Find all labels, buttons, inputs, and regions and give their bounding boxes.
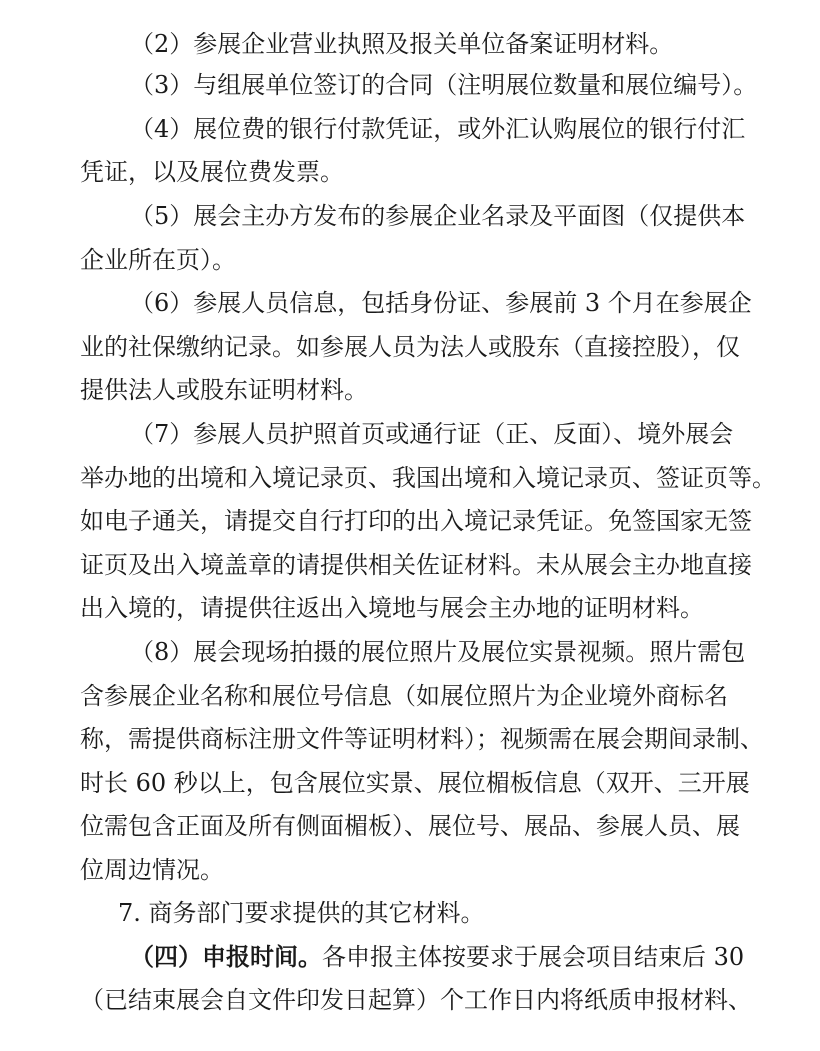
paragraph-item-7-line-1: （7）参展人员护照首页或通行证（正、反面）、境外展会: [130, 420, 734, 448]
paragraph-item-8-line-5: 位需包含正面及所有侧面楣板）、展位号、展品、参展人员、展: [80, 812, 740, 840]
paragraph-item-8-line-1: （8）展会现场拍摄的展位照片及展位实景视频。照片需包: [130, 638, 746, 666]
paragraph-item-7-line-4: 证页及出入境盖章的请提供相关佐证材料。未从展会主办地直接: [80, 551, 752, 579]
paragraph-item-2: （2）参展企业营业执照及报关单位备案证明材料。: [130, 30, 674, 58]
paragraph-item-7-line-2: 举办地的出境和入境记录页、我国出境和入境记录页、签证页等。: [80, 464, 776, 492]
section-4-line-2: （已结束展会自文件印发日起算）个工作日内将纸质申报材料、: [80, 986, 752, 1014]
section-4-heading: （四）申报时间。: [130, 942, 322, 971]
paragraph-item-5-line-2: 企业所在页）。: [80, 246, 236, 274]
paragraph-item-3: （3）与组展单位签订的合同（注明展位数量和展位编号）。: [130, 71, 758, 99]
paragraph-item-8-line-4: 时长 60 秒以上，包含展位实景、展位楣板信息（双开、三开展: [80, 769, 750, 797]
paragraph-item-5-line-1: （5）展会主办方发布的参展企业名录及平面图（仅提供本: [130, 202, 746, 230]
paragraph-item-8-line-2: 含参展企业名称和展位号信息（如展位照片为企业境外商标名: [80, 682, 728, 710]
paragraph-item-8-line-3: 称，需提供商标注册文件等证明材料）；视频需在展会期间录制、: [80, 725, 764, 753]
paragraph-item-7-line-3: 如电子通关，请提交自行打印的出入境记录凭证。免签国家无签: [80, 507, 752, 535]
paragraph-item-7-line-5: 出入境的，请提供往返出入境地与展会主办地的证明材料。: [80, 594, 704, 622]
paragraph-item-6-line-3: 提供法人或股东证明材料。: [80, 376, 368, 404]
paragraph-item-6-line-1: （6）参展人员信息，包括身份证、参展前 3 个月在参展企: [130, 289, 752, 317]
paragraph-item-8-line-6: 位周边情况。: [80, 856, 224, 884]
paragraph-item-7-other-materials: 7. 商务部门要求提供的其它材料。: [118, 899, 485, 927]
paragraph-item-6-line-2: 业的社保缴纳记录。如参展人员为法人或股东（直接控股），仅: [80, 333, 740, 361]
section-4-body: 各申报主体按要求于展会项目结束后 30: [322, 943, 745, 971]
section-4-paragraph: [130, 937, 810, 977]
paragraph-item-4-line-2: 凭证，以及展位费发票。: [80, 158, 344, 186]
paragraph-item-4-line-1: （4）展位费的银行付款凭证，或外汇认购展位的银行付汇: [130, 115, 746, 143]
